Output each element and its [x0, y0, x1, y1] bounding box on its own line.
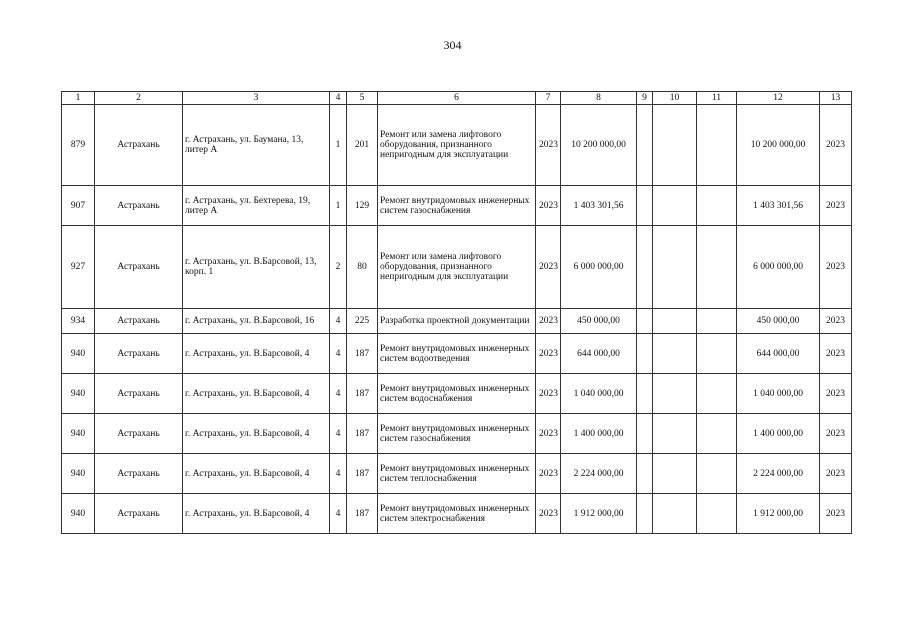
col5-cell: 187	[347, 334, 378, 374]
address-cell: г. Астрахань, ул. В.Барсовой, 13, корп. 1	[183, 226, 330, 309]
col10-cell	[653, 309, 697, 334]
column-header: 13	[820, 92, 852, 105]
total-cost-cell: 450 000,00	[737, 309, 820, 334]
work-type-cell: Ремонт внутридомовых инженерных систем газоснабжения	[378, 186, 536, 226]
row-number: 940	[62, 414, 95, 454]
col11-cell	[697, 105, 737, 186]
column-header: 4	[330, 92, 347, 105]
col11-cell	[697, 494, 737, 534]
col5-cell: 201	[347, 105, 378, 186]
col4-cell: 2	[330, 226, 347, 309]
col4-cell: 4	[330, 374, 347, 414]
city-cell: Астрахань	[95, 309, 183, 334]
cost-cell: 450 000,00	[561, 309, 637, 334]
cost-cell: 10 200 000,00	[561, 105, 637, 186]
col10-cell	[653, 334, 697, 374]
column-header: 12	[737, 92, 820, 105]
col9-cell	[637, 334, 653, 374]
cost-cell: 644 000,00	[561, 334, 637, 374]
row-number: 927	[62, 226, 95, 309]
year-cell: 2023	[536, 374, 561, 414]
table-row	[62, 309, 852, 334]
work-type-cell: Ремонт внутридомовых инженерных систем теплоснабжения	[378, 454, 536, 494]
city-cell: Астрахань	[95, 414, 183, 454]
col4-cell: 4	[330, 309, 347, 334]
completion-year-cell: 2023	[820, 374, 852, 414]
col4-cell: 4	[330, 414, 347, 454]
col5-cell: 187	[347, 454, 378, 494]
work-type-cell: Ремонт или замена лифтового оборудования, признанного непригодным для эксплуатации	[378, 226, 536, 309]
col4-cell: 4	[330, 454, 347, 494]
work-type-cell: Разработка проектной документации	[378, 309, 536, 334]
work-type-cell: Ремонт внутридомовых инженерных систем электроснабжения	[378, 494, 536, 534]
cost-cell: 1 400 000,00	[561, 414, 637, 454]
city-cell: Астрахань	[95, 186, 183, 226]
year-cell: 2023	[536, 309, 561, 334]
total-cost-cell: 2 224 000,00	[737, 454, 820, 494]
table-row	[62, 374, 852, 414]
column-number-row	[62, 92, 852, 105]
table-row	[62, 494, 852, 534]
year-cell: 2023	[536, 334, 561, 374]
completion-year-cell: 2023	[820, 105, 852, 186]
column-header: 7	[536, 92, 561, 105]
city-cell: Астрахань	[95, 105, 183, 186]
col9-cell	[637, 374, 653, 414]
row-number: 907	[62, 186, 95, 226]
cost-cell: 6 000 000,00	[561, 226, 637, 309]
completion-year-cell: 2023	[820, 334, 852, 374]
col11-cell	[697, 226, 737, 309]
year-cell: 2023	[536, 494, 561, 534]
col11-cell	[697, 374, 737, 414]
page-number: 304	[443, 38, 462, 52]
col4-cell: 4	[330, 334, 347, 374]
completion-year-cell: 2023	[820, 186, 852, 226]
table-row	[62, 186, 852, 226]
table-row	[62, 105, 852, 186]
city-cell: Астрахань	[95, 374, 183, 414]
col11-cell	[697, 309, 737, 334]
col10-cell	[653, 414, 697, 454]
address-cell: г. Астрахань, ул. В.Барсовой, 16	[183, 309, 330, 334]
cost-cell: 1 040 000,00	[561, 374, 637, 414]
col4-cell: 1	[330, 186, 347, 226]
completion-year-cell: 2023	[820, 309, 852, 334]
col11-cell	[697, 454, 737, 494]
completion-year-cell: 2023	[820, 454, 852, 494]
col9-cell	[637, 494, 653, 534]
column-header: 10	[653, 92, 697, 105]
address-cell: г. Астрахань, ул. В.Барсовой, 4	[183, 414, 330, 454]
col5-cell: 80	[347, 226, 378, 309]
col5-cell: 187	[347, 494, 378, 534]
total-cost-cell: 10 200 000,00	[737, 105, 820, 186]
total-cost-cell: 1 912 000,00	[737, 494, 820, 534]
total-cost-cell: 644 000,00	[737, 334, 820, 374]
col11-cell	[697, 334, 737, 374]
work-type-cell: Ремонт внутридомовых инженерных систем водоотведения	[378, 334, 536, 374]
completion-year-cell: 2023	[820, 414, 852, 454]
row-number: 934	[62, 309, 95, 334]
col9-cell	[637, 226, 653, 309]
cost-cell: 1 912 000,00	[561, 494, 637, 534]
col10-cell	[653, 374, 697, 414]
year-cell: 2023	[536, 186, 561, 226]
year-cell: 2023	[536, 414, 561, 454]
col4-cell: 4	[330, 494, 347, 534]
row-number: 940	[62, 374, 95, 414]
address-cell: г. Астрахань, ул. В.Барсовой, 4	[183, 494, 330, 534]
column-header: 1	[62, 92, 95, 105]
work-type-cell: Ремонт внутридомовых инженерных систем газоснабжения	[378, 414, 536, 454]
col10-cell	[653, 454, 697, 494]
year-cell: 2023	[536, 454, 561, 494]
row-number: 940	[62, 454, 95, 494]
col11-cell	[697, 186, 737, 226]
col5-cell: 129	[347, 186, 378, 226]
column-header: 9	[637, 92, 653, 105]
col10-cell	[653, 105, 697, 186]
year-cell: 2023	[536, 226, 561, 309]
city-cell: Астрахань	[95, 226, 183, 309]
table-row	[62, 414, 852, 454]
row-number: 879	[62, 105, 95, 186]
col10-cell	[653, 186, 697, 226]
row-number: 940	[62, 334, 95, 374]
column-header: 11	[697, 92, 737, 105]
address-cell: г. Астрахань, ул. В.Барсовой, 4	[183, 374, 330, 414]
city-cell: Астрахань	[95, 454, 183, 494]
city-cell: Астрахань	[95, 494, 183, 534]
work-type-cell: Ремонт внутридомовых инженерных систем водоснабжения	[378, 374, 536, 414]
cost-cell: 2 224 000,00	[561, 454, 637, 494]
cost-cell: 1 403 301,56	[561, 186, 637, 226]
column-header: 5	[347, 92, 378, 105]
address-cell: г. Астрахань, ул. Бехтерева, 19, литер А	[183, 186, 330, 226]
col10-cell	[653, 494, 697, 534]
total-cost-cell: 1 403 301,56	[737, 186, 820, 226]
col9-cell	[637, 105, 653, 186]
total-cost-cell: 1 040 000,00	[737, 374, 820, 414]
completion-year-cell: 2023	[820, 226, 852, 309]
completion-year-cell: 2023	[820, 494, 852, 534]
col9-cell	[637, 186, 653, 226]
capital-repair-table	[61, 91, 852, 534]
col11-cell	[697, 414, 737, 454]
address-cell: г. Астрахань, ул. В.Барсовой, 4	[183, 334, 330, 374]
total-cost-cell: 6 000 000,00	[737, 226, 820, 309]
col4-cell: 1	[330, 105, 347, 186]
col5-cell: 187	[347, 374, 378, 414]
city-cell: Астрахань	[95, 334, 183, 374]
table-row	[62, 334, 852, 374]
col5-cell: 225	[347, 309, 378, 334]
address-cell: г. Астрахань, ул. Баумана, 13, литер А	[183, 105, 330, 186]
col9-cell	[637, 309, 653, 334]
col5-cell: 187	[347, 414, 378, 454]
column-header: 8	[561, 92, 637, 105]
column-header: 2	[95, 92, 183, 105]
table-row	[62, 454, 852, 494]
col10-cell	[653, 226, 697, 309]
address-cell: г. Астрахань, ул. В.Барсовой, 4	[183, 454, 330, 494]
col9-cell	[637, 414, 653, 454]
total-cost-cell: 1 400 000,00	[737, 414, 820, 454]
work-type-cell: Ремонт или замена лифтового оборудования, признанного непригодным для эксплуатации	[378, 105, 536, 186]
column-header: 6	[378, 92, 536, 105]
column-header: 3	[183, 92, 330, 105]
col9-cell	[637, 454, 653, 494]
row-number: 940	[62, 494, 95, 534]
table-row	[62, 226, 852, 309]
year-cell: 2023	[536, 105, 561, 186]
